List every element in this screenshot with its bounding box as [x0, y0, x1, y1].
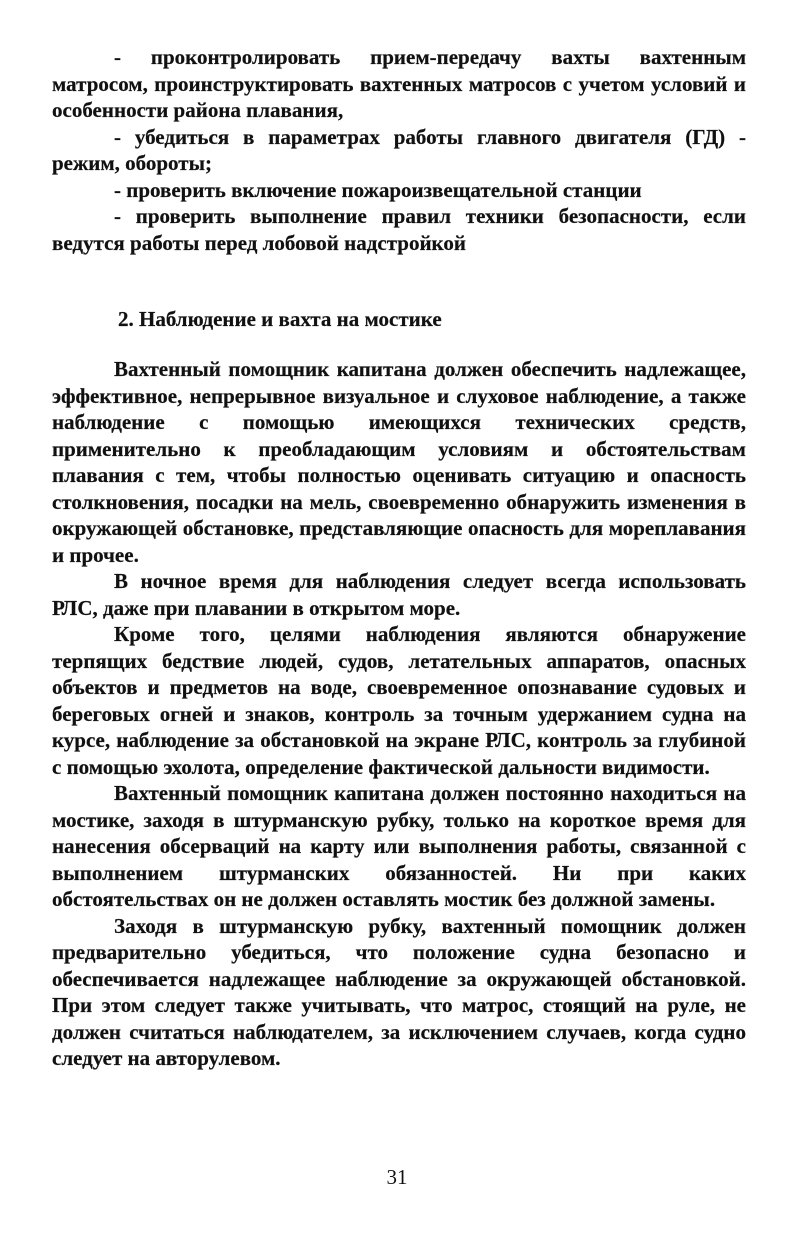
paragraph-radar-night: В ночное время для наблюдения следует всегда использовать РЛС, даже при плавании в открытом море.	[52, 569, 746, 620]
list-item-fire-alarm: - проверить включение пожароизвещательной станции	[114, 177, 642, 202]
heading-spacer	[52, 332, 746, 356]
paragraph-lookout: Вахтенный помощник капитана должен обеспечить надлежащее, эффективное, непрерывное визуальное и слуховое наблюдение, а также наблюдение с помощью имеющихся технических средств, применительно к преобладающим условиям и обстоятельствам плавания с тем, чтобы полностью оценивать ситуацию и опасность столкновения, посадки на мель, своевременно обнаружить изменения в окружающей обстановке, представляющие опасность для мореплавания и прочее.	[52, 357, 746, 567]
list-item-watch-handover: - проконтролировать прием-передачу вахты вахтенным матросом, проинструктировать вахтенных матросов с учетом условий и особенности района плавания,	[52, 45, 746, 122]
section-heading: 2. Наблюдение и вахта на мостике	[118, 307, 442, 331]
list-item-safety-rules: - проверить выполнение правил техники безопасности, если ведутся работы перед лобовой надстройкой	[52, 204, 746, 255]
paragraph-chartroom: Заходя в штурманскую рубку, вахтенный помощник должен предварительно убедиться, что положение судна безопасно и обеспечивается надлежащее наблюдение за окружающей обстановкой. При этом следует также учитывать, что матрос, стоящий на руле, не должен считаться наблюдателем, за исключением случаев, когда судно следует на авторулевом.	[52, 913, 746, 1070]
paragraph-observation-goals: Кроме того, целями наблюдения являются обнаружение терпящих бедствие людей, судов, летательных аппаратов, опасных объектов и предметов на воде, своевременное опознавание судовых и береговых огней и знаков, контроль за точным удержанием судна на курсе, наблюдение за обстановкой на экране РЛС, контроль за глубиной с помощью эхолота, определение фактической дальности видимости.	[52, 622, 746, 779]
page-number: 31	[386, 1165, 408, 1189]
list-item-main-engine: - убедиться в параметрах работы главного двигателя (ГД) - режим, обороты;	[52, 124, 746, 175]
paragraph-officer-on-bridge: Вахтенный помощник капитана должен постоянно находиться на мостике, заходя в штурманскую рубку, только на короткое время для нанесения обсерваций на карту или выполнения работы, связанной с выполнением штурманских обязанностей. Ни при каких обстоятельствах он не должен оставлять мостик без должной замены.	[52, 781, 746, 911]
page-body	[52, 44, 746, 1072]
